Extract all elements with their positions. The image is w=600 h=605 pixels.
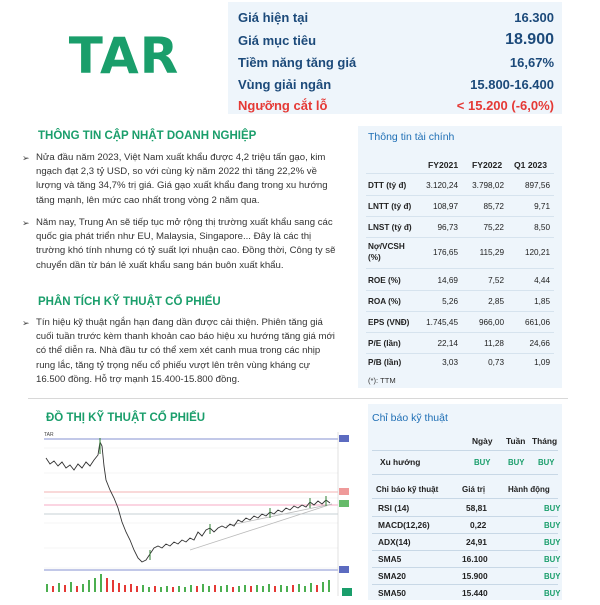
price-label: Vùng giải ngân xyxy=(238,77,332,92)
price-row-current xyxy=(228,6,562,28)
fin-cell: 3.120,24 xyxy=(426,181,458,190)
fin-divider xyxy=(366,311,554,312)
fin-cell: 11,28 xyxy=(484,339,504,348)
indicator-divider xyxy=(372,450,558,451)
ind-header-action: Hành động xyxy=(508,485,550,494)
price-value: 15.800-16.400 xyxy=(470,77,554,92)
fin-divider xyxy=(366,216,554,217)
ind-row-value: 58,81 xyxy=(466,503,487,513)
fin-cell: 14,69 xyxy=(437,276,458,285)
ind-row-action: BUY xyxy=(544,504,561,513)
ind-row-action: BUY xyxy=(544,572,561,581)
price-label: Giá hiện tại xyxy=(238,10,309,25)
ind-row-value: 24,91 xyxy=(466,537,487,547)
fin-cell: 966,00 xyxy=(478,318,504,327)
fin-header-q1-2023: Q1 2023 xyxy=(514,160,547,170)
company-update-para-1 xyxy=(22,151,342,208)
stock-chart xyxy=(40,428,354,600)
bullet-arrow-icon: ➢ xyxy=(22,153,30,163)
ticker-box xyxy=(22,0,226,112)
logo-mark-icon xyxy=(342,588,352,596)
price-value: 18.900 xyxy=(505,31,554,48)
paragraph-text: Năm nay, Trung An sẽ tiếp tục mở rộng thị trường xuất khẩu sang các quốc gia phát triển như EU, Malaysia, Singapore... Đây là các thị trường khó tính nhưng có tỷ suất lợi nhuận cao. Đồng thời, Công ty sẽ chuyển dần từ bán lẻ xuất khẩu sang bán buôn xuất khẩu. xyxy=(36,217,336,271)
financial-title: Thông tin tài chính xyxy=(368,131,455,143)
price-label: Tiềm năng tăng giá xyxy=(238,55,357,70)
ind-row-name: MACD(12,26) xyxy=(378,520,430,530)
price-value: 16,67% xyxy=(509,55,554,70)
fin-row-label: LNTT (tỷ đ) xyxy=(368,202,412,211)
indicator-divider xyxy=(372,567,558,568)
price-label: Giá mục tiêu xyxy=(238,33,317,48)
ind-row-name: SMA50 xyxy=(378,588,406,598)
ind-row-name: SMA20 xyxy=(378,571,406,581)
fin-cell: 96,73 xyxy=(437,223,458,232)
fin-cell: 115,29 xyxy=(479,248,504,257)
fin-row-label: P/B (lần) xyxy=(368,358,402,367)
price-row-range xyxy=(228,73,562,95)
fin-row-label: Nợ/VCSH xyxy=(368,242,405,251)
fin-cell: 8,50 xyxy=(534,223,550,232)
fin-cell: 4,44 xyxy=(534,276,550,285)
fin-divider xyxy=(366,237,554,238)
fin-header-fy2022: FY2022 xyxy=(472,160,503,170)
fin-row-label: LNST (tỷ đ) xyxy=(368,223,412,232)
ind-row-value: 15.440 xyxy=(462,588,488,598)
fin-cell: 3.798,02 xyxy=(472,181,504,190)
indicator-divider xyxy=(372,533,558,534)
fin-cell: 897,56 xyxy=(524,181,550,190)
ind-row-action: BUY xyxy=(544,555,561,564)
ind-row-value: 15.900 xyxy=(462,571,488,581)
ind-row-action: BUY xyxy=(544,538,561,547)
axis-marker xyxy=(339,566,349,573)
fin-header-fy2021: FY2021 xyxy=(428,160,459,170)
price-row-stoploss xyxy=(228,94,562,116)
fin-divider xyxy=(366,195,554,196)
trend-header-month: Tháng xyxy=(532,436,558,446)
fin-cell: 108,97 xyxy=(432,202,458,211)
price-value: < 15.200 (-6,0%) xyxy=(456,98,554,113)
company-update-title: THÔNG TIN CẬP NHẬT DOANH NGHIỆP xyxy=(38,130,257,142)
ind-row-name: ADX(14) xyxy=(378,537,411,547)
fin-row-label: ROA (%) xyxy=(368,297,401,306)
trend-value-week: BUY xyxy=(508,458,525,467)
fin-row-label: EPS (VNĐ) xyxy=(368,318,410,327)
fin-cell: 3,03 xyxy=(442,358,458,367)
fin-divider xyxy=(366,268,554,269)
fin-row-label: P/E (lần) xyxy=(368,339,401,348)
indicator-divider xyxy=(372,550,558,551)
technical-title: PHÂN TÍCH KỸ THUẬT CỔ PHIẾU xyxy=(38,296,221,308)
indicator-divider xyxy=(372,498,558,499)
axis-marker-current xyxy=(339,500,349,507)
fin-cell: 85,72 xyxy=(483,202,504,211)
fin-cell: 1,85 xyxy=(534,297,550,306)
bullet-arrow-icon: ➢ xyxy=(22,318,30,328)
fin-cell: 0,73 xyxy=(488,358,504,367)
fin-cell: 1,09 xyxy=(534,358,550,367)
chart-title: ĐỒ THỊ KỸ THUẬT CỔ PHIẾU xyxy=(46,412,206,424)
fin-row-label: DTT (tỷ đ) xyxy=(368,181,407,190)
fin-row-label: ROE (%) xyxy=(368,276,401,285)
bullet-arrow-icon: ➢ xyxy=(22,218,30,228)
ind-row-value: 0,22 xyxy=(470,520,487,530)
price-row-upside xyxy=(228,51,562,73)
fin-cell: 9,71 xyxy=(534,202,550,211)
ind-row-name: RSI (14) xyxy=(378,503,410,513)
ind-row-value: 16.100 xyxy=(462,554,488,564)
fin-divider xyxy=(366,290,554,291)
ind-row-name: SMA5 xyxy=(378,554,402,564)
ind-header-name: Chỉ báo kỹ thuật xyxy=(376,485,439,494)
fin-cell: 661,06 xyxy=(524,318,550,327)
axis-marker xyxy=(339,488,349,495)
company-update-para-2 xyxy=(22,216,342,273)
paragraph-text: Tín hiệu kỹ thuật ngắn hạn đang dần được cải thiện. Phiên tăng giá cuối tuần trước kèm thanh khoản cao báo hiệu xu hướng tăng giá mới có thể diễn ra. Nhà đầu tư có thể xem xét canh mua trong các nhịp rung lắc, tăng tỷ trọng nếu cổ phiếu vượt lên trên vùng kháng cự 16.500 đồng. Hỗ trợ mạnh 15.400-15.800 đồng. xyxy=(36,317,335,385)
header xyxy=(0,0,600,118)
fin-cell: 1.745,45 xyxy=(426,318,458,327)
trend-value-month: BUY xyxy=(538,458,555,467)
trend-header-day: Ngày xyxy=(472,436,493,446)
price-panel xyxy=(228,2,562,114)
price-value: 16.300 xyxy=(514,10,554,25)
price-label: Ngưỡng cắt lỗ xyxy=(238,98,328,113)
fin-row-debt-equity xyxy=(368,242,554,266)
fin-cell: 176,65 xyxy=(432,248,458,257)
fin-row-label-line2: (%) xyxy=(368,253,381,262)
fin-divider xyxy=(366,332,554,333)
indicator-divider xyxy=(372,474,558,475)
ind-row-action: BUY xyxy=(544,589,561,598)
fin-cell: 2,85 xyxy=(488,297,504,306)
ticker-symbol: TAR xyxy=(68,27,180,85)
chart-symbol: TAR xyxy=(44,432,54,438)
section-divider xyxy=(28,398,568,399)
fin-cell: 7,52 xyxy=(488,276,504,285)
indicator-divider xyxy=(372,584,558,585)
fin-divider xyxy=(366,353,554,354)
fin-cell: 75,22 xyxy=(483,223,504,232)
fin-cell: 5,26 xyxy=(442,297,458,306)
fin-note: (*): TTM xyxy=(368,376,396,385)
fin-cell: 24,66 xyxy=(529,339,550,348)
price-row-target xyxy=(228,29,562,51)
chart-svg xyxy=(40,428,354,600)
paragraph-text: Nửa đầu năm 2023, Việt Nam xuất khẩu được 4,2 triệu tấn gạo, kim ngạch đạt 2,3 tỷ USD, so với cùng kỳ năm 2022 thì tăng 22,2% về lượng và tăng 34,7% trị giá. Giá gạo xuất khẩu đang trong xu hướng tăng mạnh, lên mức cao nhất trong vòng 2 năm qua. xyxy=(36,152,328,206)
fin-cell: 120,21 xyxy=(524,248,550,257)
trend-header-week: Tuần xyxy=(506,436,526,446)
trend-label: Xu hướng xyxy=(380,457,421,467)
indicator-title: Chỉ báo kỹ thuật xyxy=(372,412,448,424)
axis-marker xyxy=(339,435,349,442)
technical-para xyxy=(22,316,342,387)
fin-divider xyxy=(366,173,554,174)
ind-row-action: BUY xyxy=(544,521,561,530)
indicator-divider xyxy=(372,516,558,517)
trend-value-day: BUY xyxy=(474,458,491,467)
ind-header-value: Giá trị xyxy=(462,485,486,494)
fin-cell: 22,14 xyxy=(437,339,458,348)
